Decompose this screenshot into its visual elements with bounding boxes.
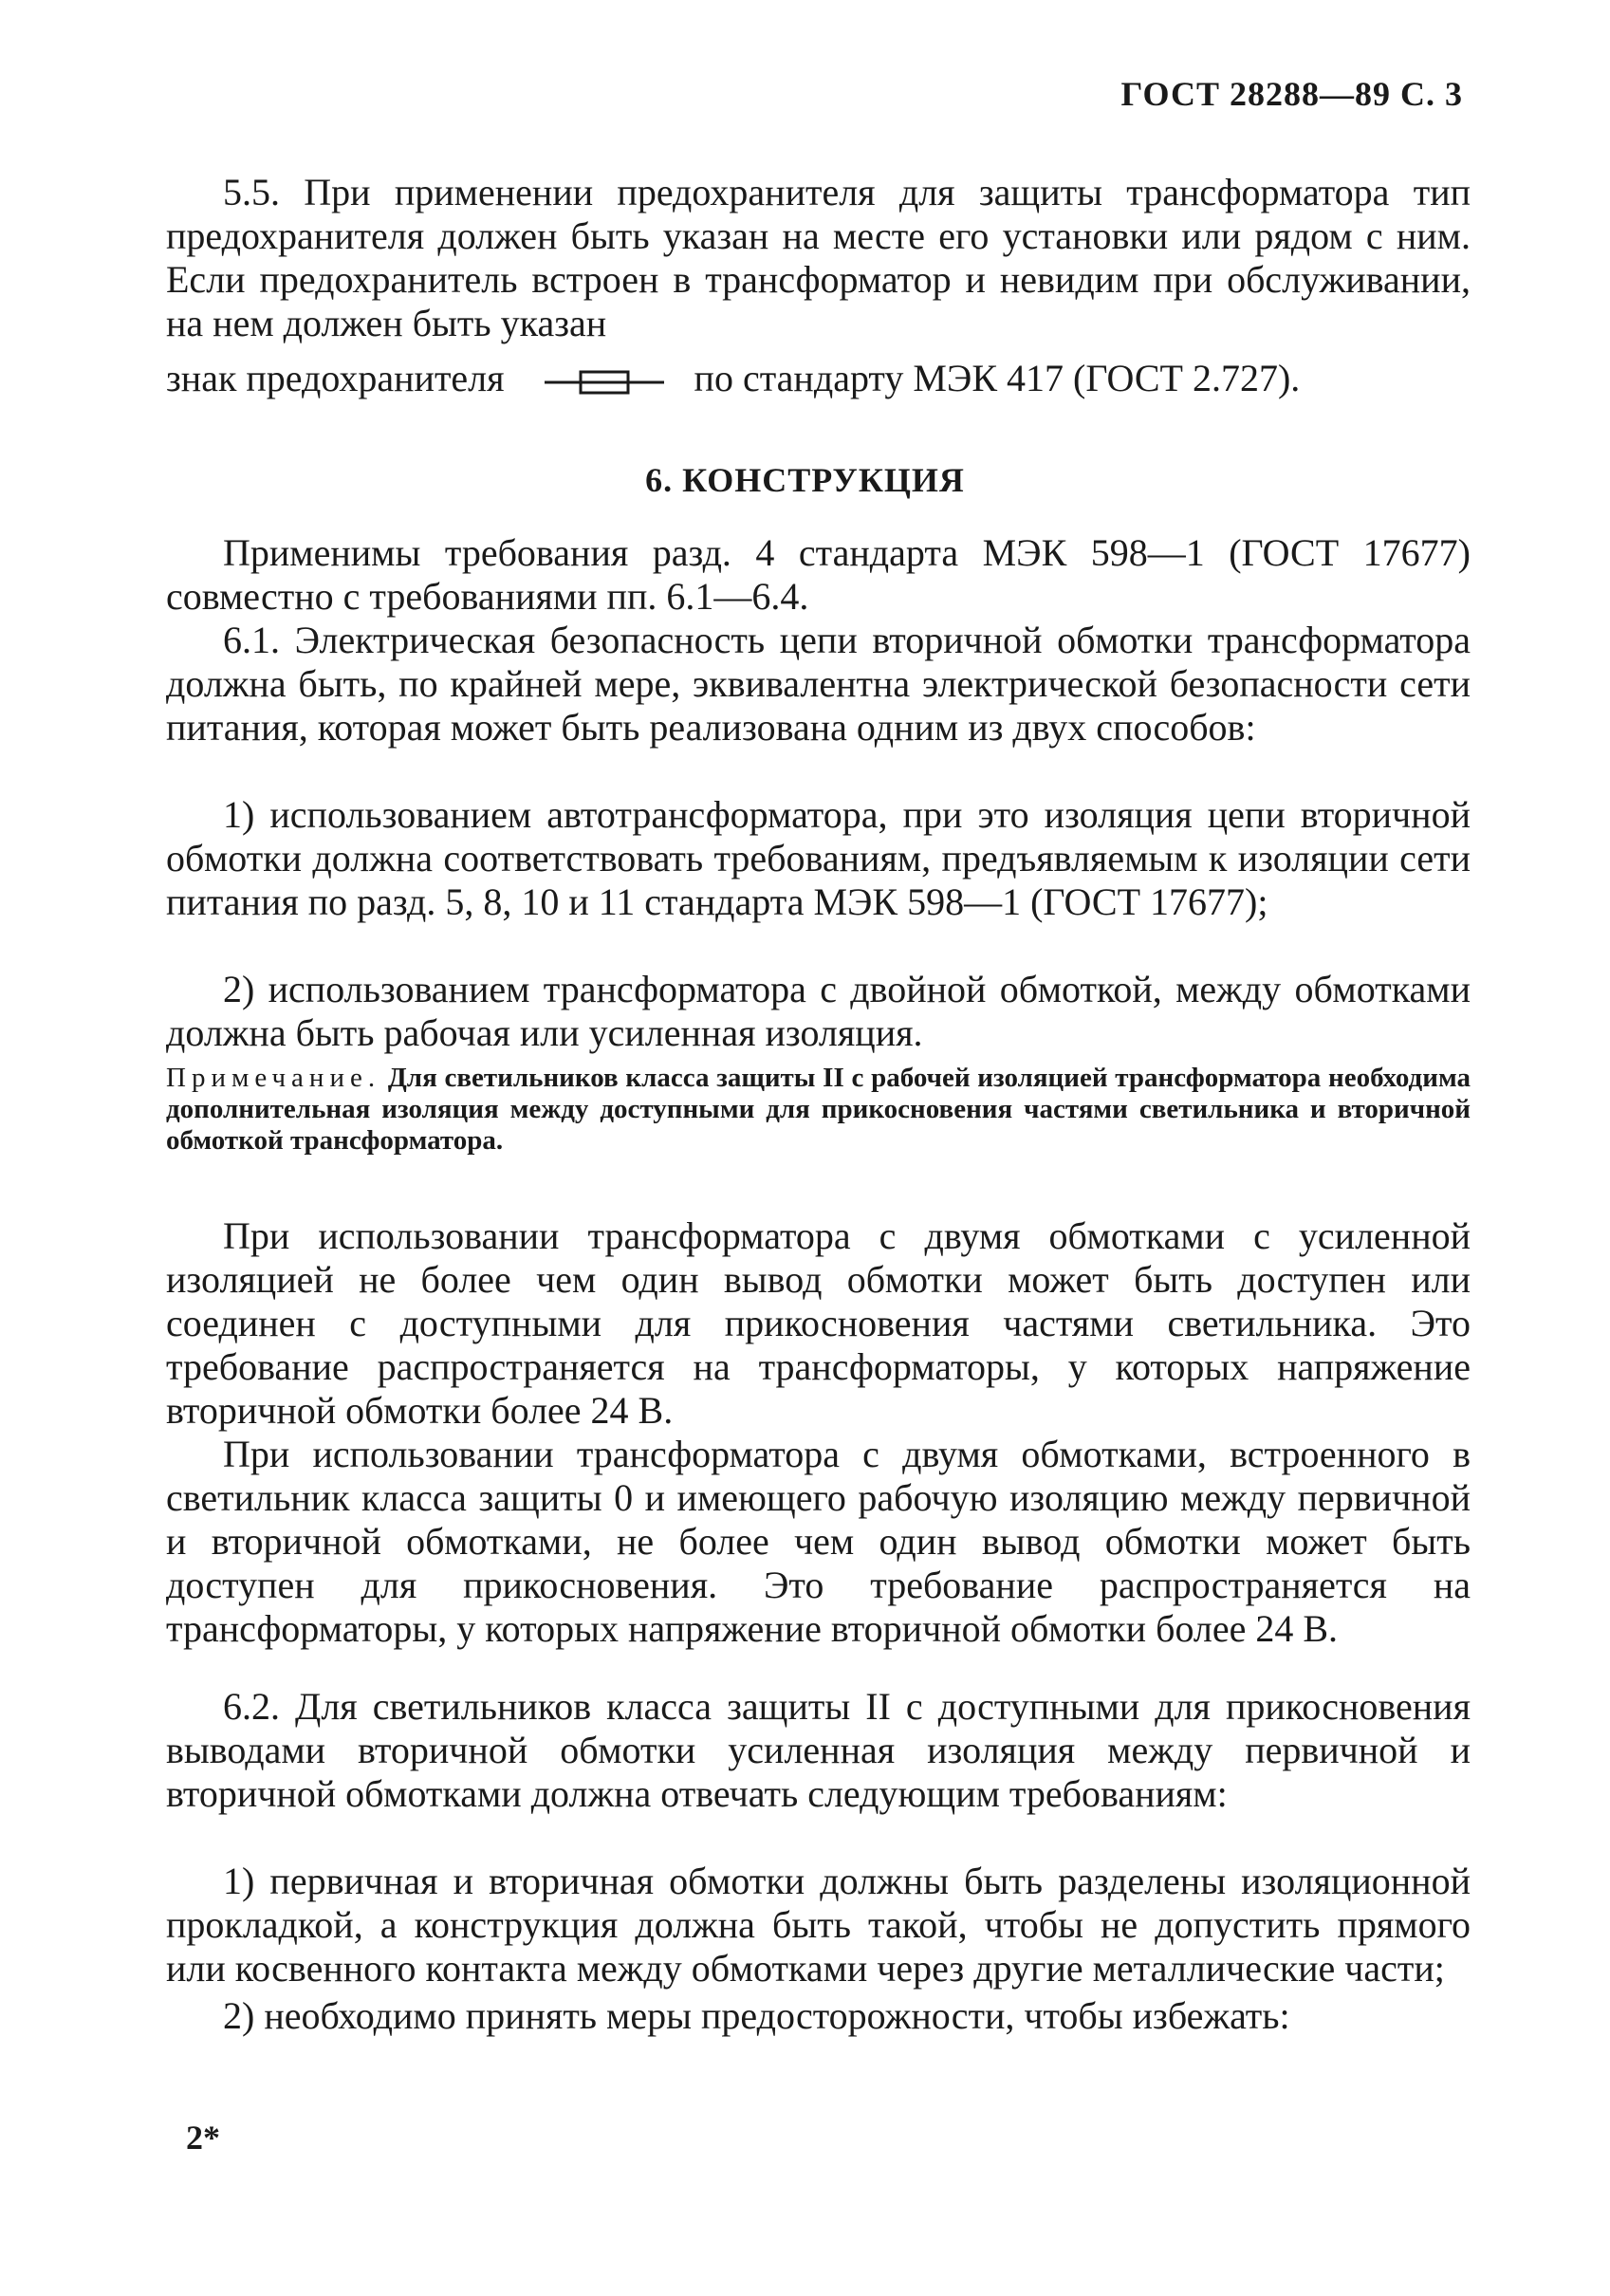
fuse-icon bbox=[543, 368, 666, 397]
paragraph-class-0: При использовании трансформатора с двумя обмотками, встроенного в светильник класса защиты 0 и имеющего рабочую изоляцию между первичной и вторичной обмотками, не более чем один вывод обмотки может быть доступен для прикосновения. Это требование распространяется на трансформаторы, у которых напряжение вторичной обмотки более 24 В. bbox=[166, 1433, 1471, 1650]
note-block bbox=[166, 1063, 1471, 1157]
section-title: 6. КОНСТРУКЦИЯ bbox=[645, 461, 965, 499]
list-item-6-1-1: 1) использованием автотрансформатора, при это изоляция цепи вторичной обмотки должна соответствовать требованиям, предъявляемым к изоляции сети питания по разд. 5, 8, 10 и 11 стандарта МЭК 598—1 (ГОСТ 17677); bbox=[166, 793, 1471, 923]
paragraph-5-5: 5.5. При применении предохранителя для защиты трансформатора тип предохранителя должен быть указан на месте его установки или рядом с ним. Если предохранитель встроен в трансформатор и невидим при обслуживании, на нем должен быть указан bbox=[166, 171, 1471, 344]
paragraph-6-2: 6.2. Для светильников класса защиты II с доступными для прикосновения выводами вторичной обмотки усиленная изоляция между первичной и вторичной обмотками должна отвечать следующим требованиям: bbox=[166, 1685, 1471, 1815]
fuse-label: знак предохранителя bbox=[166, 357, 505, 399]
list-item-6-1-2: 2) использованием трансформатора с двойной обмоткой, между обмотками должна быть рабочая или усиленная изоляция. bbox=[166, 968, 1471, 1054]
list-item-6-2-2: 2) необходимо принять меры предосторожности, чтобы избежать: bbox=[223, 1994, 1290, 2037]
page-header: ГОСТ 28288—89 С. 3 bbox=[1120, 75, 1463, 113]
paragraph-reinforced-insulation: При использовании трансформатора с двумя обмотками с усиленной изоляцией не более чем один вывод обмотки может быть доступен или соединен с доступными для прикосновения частями светильника. Это требование распространяется на трансформаторы, у которых напряжение вторичной обмотки более 24 В. bbox=[166, 1214, 1471, 1432]
fuse-symbol-line bbox=[166, 357, 1471, 400]
fuse-standard-ref: по стандарту МЭК 417 (ГОСТ 2.727). bbox=[694, 357, 1301, 399]
paragraph-6-1: 6.1. Электрическая безопасность цепи вторичной обмотки трансформатора должна быть, по крайней мере, эквивалентна электрической безопасности сети питания, которая может быть реализована одним из двух способов: bbox=[166, 619, 1471, 749]
signature-mark: 2* bbox=[186, 2119, 220, 2157]
section-intro: Применимы требования разд. 4 стандарта МЭК 598—1 (ГОСТ 17677) совместно с требованиями пп. 6.1—6.4. bbox=[166, 531, 1471, 618]
list-item-6-2-1: 1) первичная и вторичная обмотки должны быть разделены изоляционной прокладкой, а конструкция должна быть такой, чтобы не допустить прямого или косвенного контакта между обмотками через другие металлические части; bbox=[166, 1860, 1471, 1990]
note-heading: Примечание. bbox=[166, 1063, 381, 1093]
note-text: Для светильников класса защиты II с рабочей изоляцией трансформатора необходима дополнительная изоляция между доступными для прикосновения частями светильника и вторичной обмоткой трансформатора. bbox=[166, 1063, 1471, 1156]
